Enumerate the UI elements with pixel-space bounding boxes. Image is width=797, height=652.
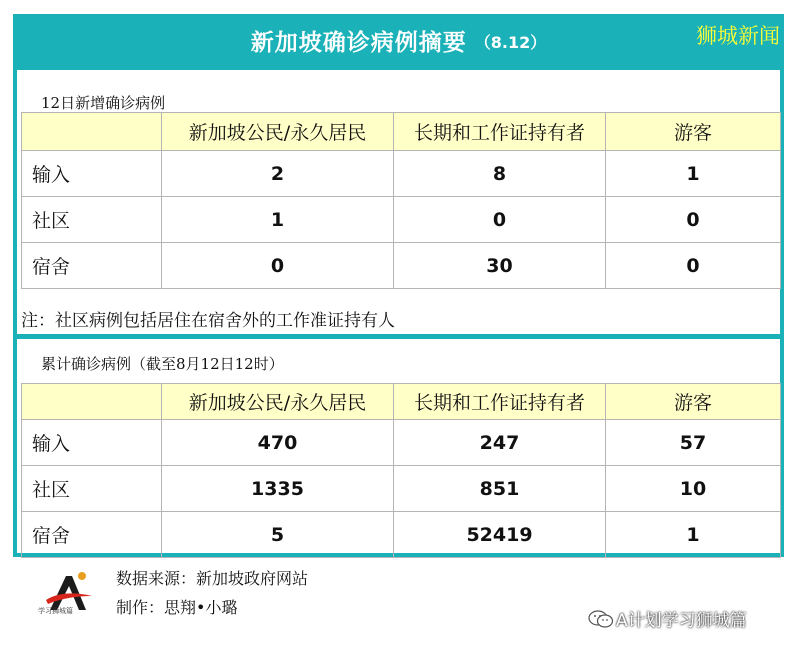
cell-value: 5: [162, 512, 394, 558]
table-row: [22, 197, 781, 243]
cell-value: 1335: [162, 466, 394, 512]
header-pass-holders: 长期和工作证持有者: [394, 384, 606, 420]
cell-value: 30: [394, 243, 606, 289]
title-bar: [13, 14, 784, 66]
daily-header-row: [22, 113, 781, 151]
header-blank: [22, 384, 162, 420]
author-credit: 制作：思翔•小璐: [116, 598, 238, 617]
cell-value: 52419: [394, 512, 606, 558]
cell-value: 470: [162, 420, 394, 466]
row-label: 输入: [22, 151, 162, 197]
cumulative-section-label: 累计确诊病例（截至8月12日12时）: [41, 355, 284, 373]
cumulative-table: [21, 383, 781, 558]
cumulative-header-row: [22, 384, 781, 420]
header-citizens: 新加坡公民/永久居民: [162, 113, 394, 151]
row-label: 宿舍: [22, 243, 162, 289]
cell-value: 2: [162, 151, 394, 197]
header-pass-holders: 长期和工作证持有者: [394, 113, 606, 151]
wechat-label: A计划学习狮城篇: [616, 611, 747, 631]
daily-table: [21, 112, 781, 289]
cell-value: 0: [606, 197, 781, 243]
cumulative-panel: [17, 339, 780, 553]
cell-value: 1: [606, 512, 781, 558]
cell-value: 851: [394, 466, 606, 512]
daily-section-label: 12日新增确诊病例: [41, 94, 166, 112]
cell-value: 8: [394, 151, 606, 197]
row-label: 社区: [22, 197, 162, 243]
row-label: 宿舍: [22, 512, 162, 558]
row-label: 社区: [22, 466, 162, 512]
brand-label: 狮城新闻: [696, 24, 780, 48]
cell-value: 57: [606, 420, 781, 466]
header-visitors: 游客: [606, 113, 781, 151]
wechat-watermark: [588, 606, 747, 631]
summary-frame: [13, 14, 784, 557]
daily-panel: [17, 70, 780, 334]
cell-value: 10: [606, 466, 781, 512]
header-visitors: 游客: [606, 384, 781, 420]
data-source: 数据来源：新加坡政府网站: [116, 569, 309, 588]
table-row: [22, 512, 781, 558]
cell-value: 0: [162, 243, 394, 289]
title-date: （8.12）: [474, 33, 547, 52]
wechat-icon: [588, 609, 614, 629]
footnote: 注：社区病例包括居住在宿舍外的工作准证持有人: [21, 311, 395, 331]
cell-value: 1: [162, 197, 394, 243]
row-label: 输入: [22, 420, 162, 466]
cell-value: 1: [606, 151, 781, 197]
table-row: [22, 466, 781, 512]
table-row: [22, 243, 781, 289]
table-row: [22, 151, 781, 197]
header-blank: [22, 113, 162, 151]
cell-value: 0: [606, 243, 781, 289]
logo-caption: 学习狮城篇: [38, 607, 73, 615]
cell-value: 0: [394, 197, 606, 243]
cell-value: 247: [394, 420, 606, 466]
page-title: 新加坡确诊病例摘要: [250, 29, 467, 56]
table-row: [22, 420, 781, 466]
header-citizens: 新加坡公民/永久居民: [162, 384, 394, 420]
